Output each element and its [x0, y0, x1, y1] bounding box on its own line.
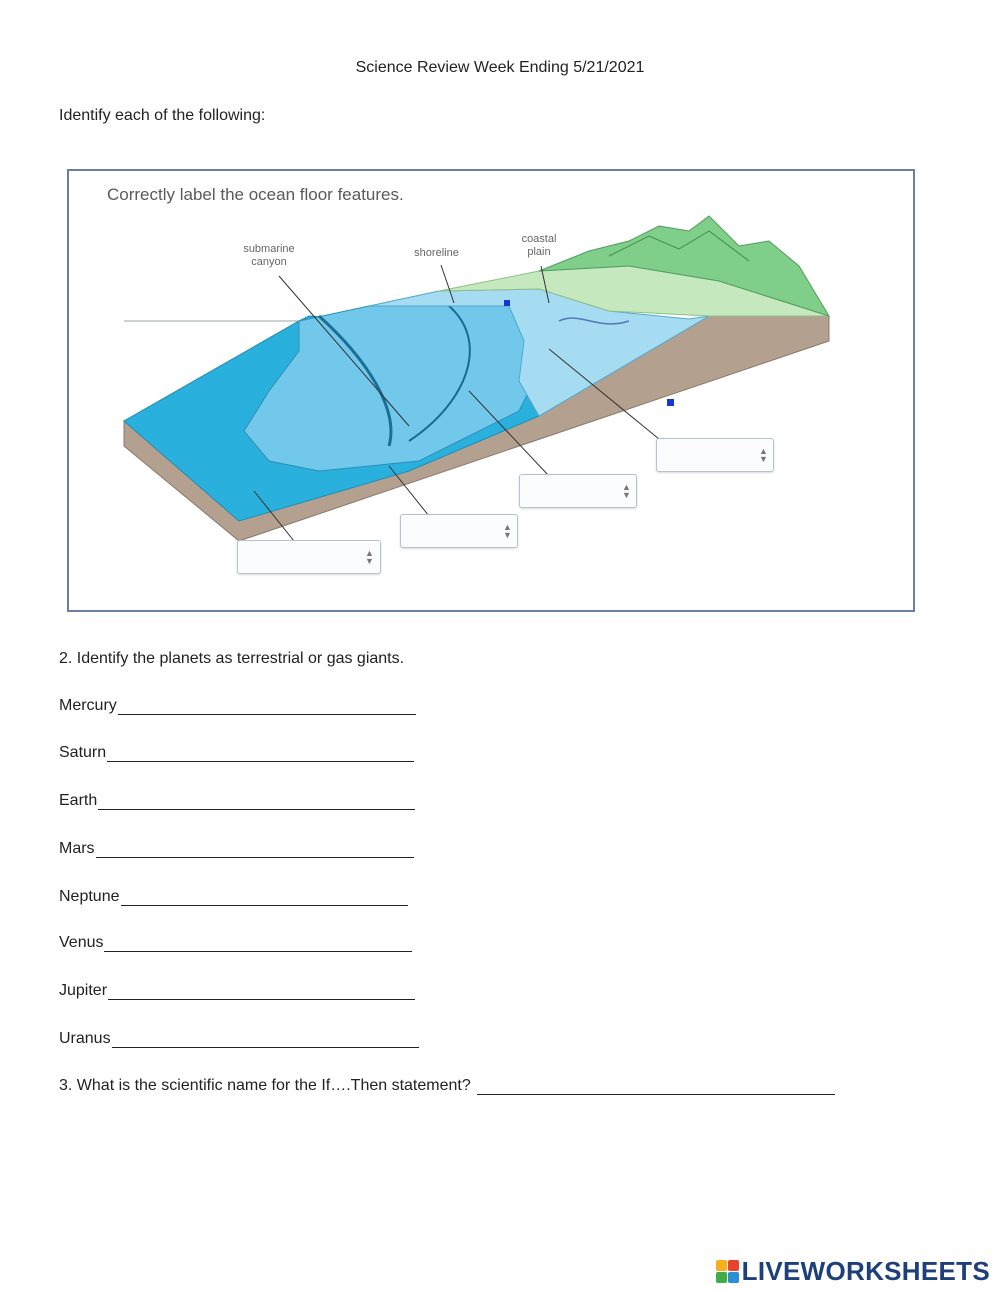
answer-line[interactable] [108, 985, 415, 1000]
planet-row [59, 840, 414, 858]
answer-line[interactable] [104, 937, 412, 952]
label-shoreline: shoreline [414, 247, 459, 259]
planet-name: Uranus [59, 1030, 111, 1047]
ocean-floor-figure [67, 169, 915, 612]
planet-row [59, 792, 415, 810]
answer-dropdown-1[interactable] [656, 438, 774, 472]
logo-blocks-icon [716, 1260, 739, 1283]
label-submarine-canyon: submarine canyon [243, 243, 295, 268]
dropdown-spinner-icon: ▲ ▼ [503, 522, 512, 540]
planet-row [59, 1030, 419, 1048]
page-title: Science Review Week Ending 5/21/2021 [355, 59, 645, 76]
planet-name: Jupiter [59, 982, 108, 999]
answer-line[interactable] [98, 795, 415, 810]
figure-title: Correctly label the ocean floor features. [107, 185, 404, 204]
planet-row [59, 888, 408, 906]
answer-line[interactable] [121, 891, 408, 906]
planet-name: Venus [59, 934, 104, 951]
question-3-row [59, 1077, 835, 1095]
answer-line[interactable] [477, 1080, 835, 1095]
dropdown-spinner-icon: ▲ ▼ [622, 482, 631, 500]
answer-line[interactable] [112, 1033, 419, 1048]
answer-dropdown-4[interactable] [237, 540, 381, 574]
answer-dropdown-3[interactable] [400, 514, 518, 548]
question-3-prompt: 3. What is the scientific name for the If….Then statement? [59, 1077, 471, 1094]
planet-name: Neptune [59, 888, 120, 905]
planet-row [59, 934, 412, 952]
planet-row [59, 697, 416, 715]
answer-line[interactable] [96, 843, 414, 858]
answer-dropdown-2[interactable] [519, 474, 637, 508]
liveworksheets-logo [716, 1256, 990, 1287]
dropdown-spinner-icon: ▲ ▼ [365, 548, 374, 566]
answer-line[interactable] [118, 700, 416, 715]
planet-name: Earth [59, 792, 98, 809]
label-coastal-plain: coastal plain [521, 233, 557, 258]
planet-name: Saturn [59, 744, 107, 761]
question-2-prompt: 2. Identify the planets as terrestrial or gas giants. [59, 650, 405, 667]
planet-row [59, 982, 415, 1000]
question-1-instruction: Identify each of the following: [59, 107, 266, 124]
planet-name: Mercury [59, 697, 117, 714]
planet-row [59, 744, 414, 762]
planet-name: Mars [59, 840, 95, 857]
dropdown-spinner-icon: ▲ ▼ [759, 446, 768, 464]
answer-line[interactable] [107, 747, 414, 762]
logo-text: LIVEWORKSHEETS [741, 1256, 990, 1286]
